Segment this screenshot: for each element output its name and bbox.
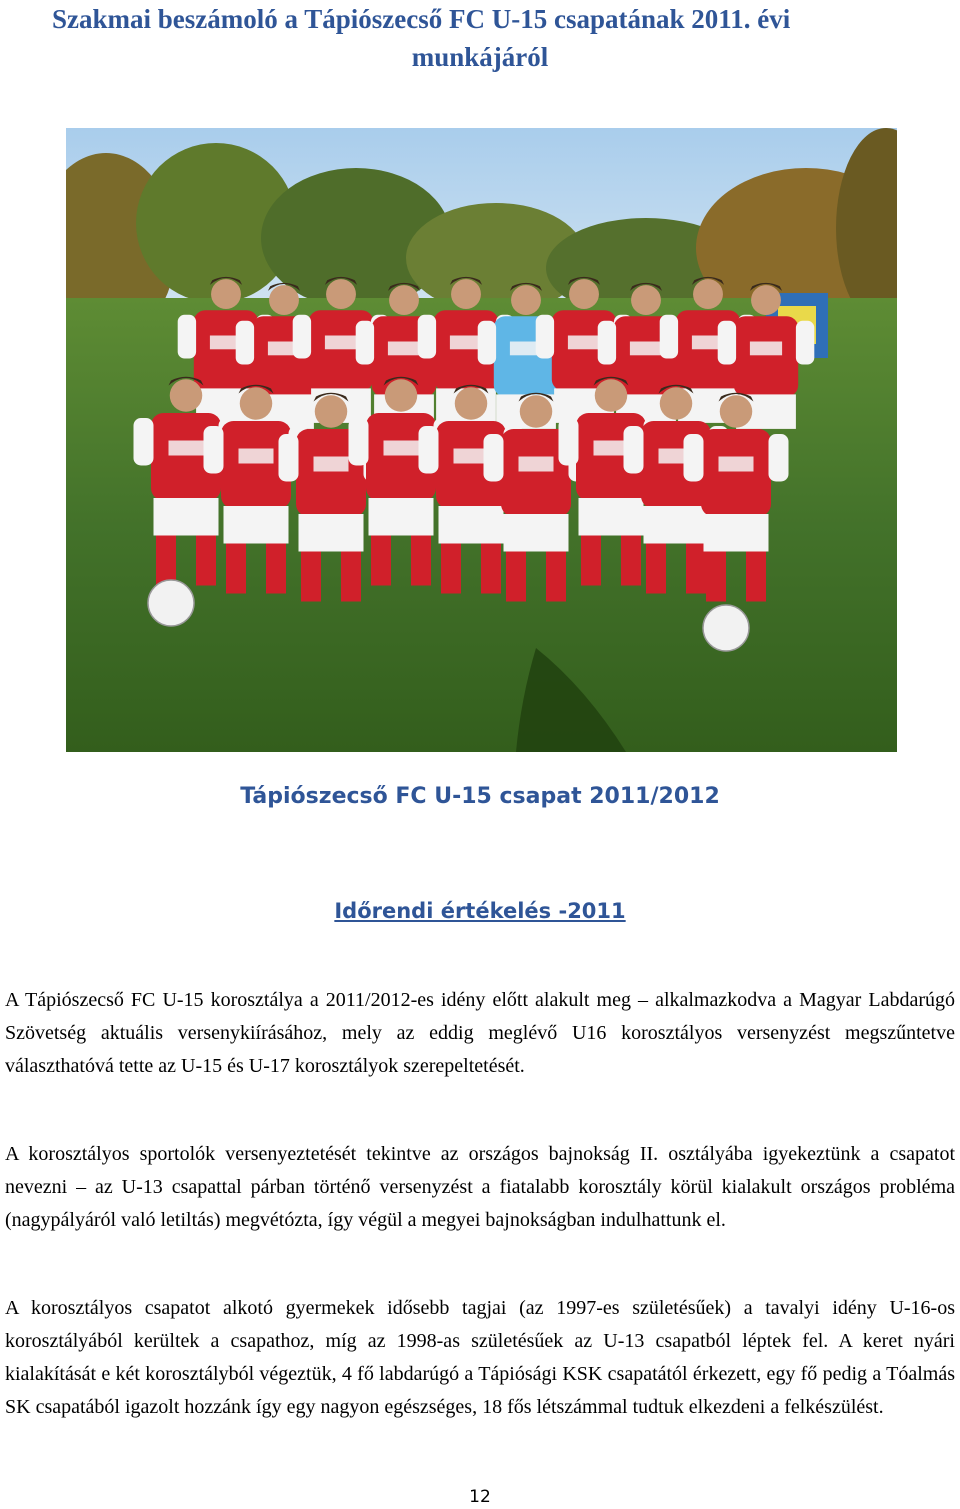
title-line-2: munkájáról: [411, 42, 549, 72]
photo-caption: Tápiószecső FC U-15 csapat 2011/2012: [240, 784, 720, 809]
team-photo: [66, 128, 897, 752]
title-line-1: Szakmai beszámoló a Tápiószecső FC U-15 csapatának 2011. évi: [52, 4, 791, 34]
paragraph-1: A Tápiószecső FC U-15 korosztálya a 2011/2012-es idény előtt alakult meg – alkalmazkodva a Magyar Labdarúgó Szövetség aktuális versenykiírásához, mely az eddig meglévő U16 korosztályos versenyzést megszűntetve választhatóvá tette az U-15 és U-17 korosztályok szerepeltetését.: [5, 989, 955, 1077]
document-title: [0, 0, 960, 76]
paragraph-3: A korosztályos csapatot alkotó gyermekek idősebb tagjai (az 1997-es születésűek) a tavalyi idény U-16-os korosztályából kerültek a csapathoz, míg az 1998-as születésűek az U-13 csapatból léptek fel. A keret nyári kialakítását e két korosztályból végeztük, 4 fő labdarúgó a Tápiósági KSK csapatától érkezett, egy fő pedig a Tóalmás SK csapatából igazolt hozzánk így egy nagyon egészséges, 18 fős létszámmal tudtuk elkezdeni a felkészülést.: [5, 1297, 955, 1418]
page-number: 12: [469, 1487, 491, 1507]
football-right: [703, 605, 749, 651]
section-heading: Időrendi értékelés -2011: [334, 899, 626, 923]
football-left: [148, 580, 194, 626]
paragraph-2: A korosztályos sportolók versenyeztetését tekintve az országos bajnokság II. osztályába igyekeztünk a csapatot nevezni – az U-13 csapattal párban történő versenyzést a fiatalabb korosztály körül kialakult országos probléma (nagypályáról való letiltás) megvétózta, így végül a megyei bajnokságban indulhattunk el.: [5, 1143, 955, 1231]
